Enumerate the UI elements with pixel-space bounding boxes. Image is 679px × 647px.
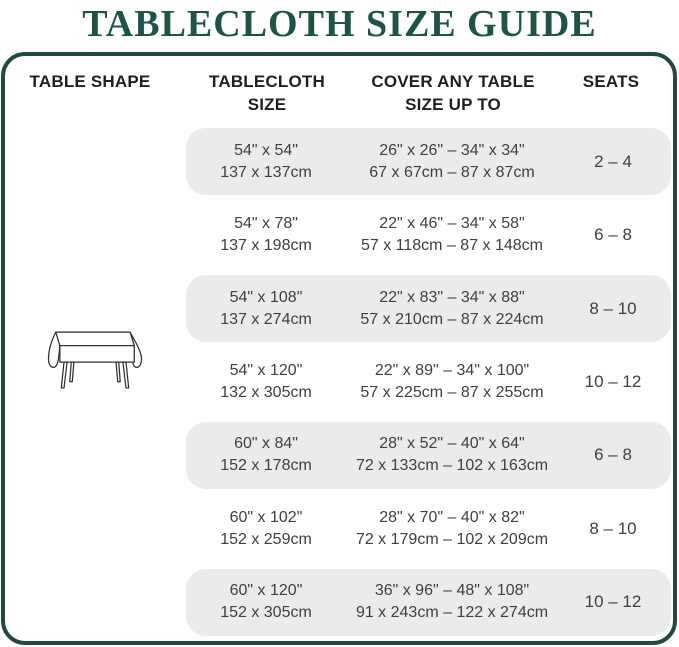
column-header-cover-any-table: COVER ANY TABLE SIZE UP TO [371, 72, 535, 114]
tablecloth-size-cm: 132 x 305cm [220, 383, 312, 401]
tablecloth-size-cm: 152 x 259cm [220, 530, 312, 548]
table-row [5, 272, 673, 345]
cover-range-cm: 72 x 179cm – 102 x 209cm [355, 530, 549, 548]
table-row [5, 345, 673, 418]
cover-range-cell [346, 140, 558, 184]
tablecloth-size-inches: 60" x 120" [229, 582, 303, 600]
cover-range-cell [346, 360, 558, 404]
tablecloth-size-cell [186, 433, 346, 477]
tablecloth-size-cell [186, 360, 346, 404]
tablecloth-size-cm: 137 x 198cm [220, 237, 312, 255]
seats-range: 8 – 10 [589, 298, 637, 318]
tablecloth-size-inches: 60" x 102" [229, 508, 303, 526]
tablecloth-size-inches: 54" x 120" [229, 361, 303, 379]
seats-range: 10 – 12 [584, 371, 642, 391]
seats-range: 10 – 12 [584, 592, 642, 612]
tablecloth-size-inches: 54" x 108" [229, 288, 303, 306]
cover-range-cell [346, 213, 558, 257]
size-guide-table [1, 52, 677, 645]
cover-range-cell [346, 433, 558, 477]
cover-range-cm: 57 x 225cm – 87 x 255cm [360, 383, 544, 401]
tablecloth-size-cm: 152 x 178cm [220, 457, 312, 475]
cover-range-cm: 72 x 133cm – 102 x 163cm [355, 457, 549, 475]
seats-range: 6 – 8 [594, 445, 632, 465]
tablecloth-size-cell [186, 213, 346, 257]
cover-range-inches: 28" x 70" – 40" x 82" [379, 508, 525, 526]
cover-range-inches: 26" x 26" – 34" x 34" [379, 141, 525, 159]
table-rows [5, 125, 673, 639]
table-row [5, 492, 673, 565]
seats-range: 2 – 4 [594, 151, 632, 171]
cover-range-cm: 67 x 67cm – 87 x 87cm [369, 163, 535, 181]
tablecloth-size-cm: 137 x 137cm [220, 163, 312, 181]
tablecloth-size-inches: 54" x 78" [234, 215, 298, 233]
cover-range-inches: 22" x 83" – 34" x 88" [379, 288, 525, 306]
tablecloth-size-cm: 137 x 274cm [220, 310, 312, 328]
page-title: TABLECLOTH SIZE GUIDE [82, 3, 597, 45]
table-row [5, 566, 673, 639]
tablecloth-size-cm: 152 x 305cm [220, 604, 312, 622]
cover-range-inches: 22" x 46" – 34" x 58" [379, 215, 525, 233]
cover-range-cell [346, 580, 558, 624]
tablecloth-size-inches: 60" x 84" [234, 435, 298, 453]
cover-range-cm: 57 x 210cm – 87 x 224cm [360, 310, 544, 328]
tablecloth-size-inches: 54" x 54" [234, 141, 298, 159]
cover-range-inches: 22" x 89" – 34" x 100" [374, 361, 530, 379]
tablecloth-size-cell [186, 140, 346, 184]
tablecloth-size-cell [186, 580, 346, 624]
column-header-seats: SEATS [582, 72, 640, 91]
cover-range-inches: 36" x 96" – 48" x 108" [374, 582, 530, 600]
cover-range-cm: 57 x 118cm – 87 x 148cm [360, 237, 544, 255]
column-header-table-shape: TABLE SHAPE [29, 72, 151, 91]
cover-range-cell [346, 287, 558, 331]
tablecloth-size-cell [186, 507, 346, 551]
seats-range: 6 – 8 [594, 225, 632, 245]
table-row [5, 125, 673, 198]
tablecloth-size-cell [186, 287, 346, 331]
table-row [5, 419, 673, 492]
table-row [5, 198, 673, 271]
cover-range-inches: 28" x 52" – 40" x 64" [379, 435, 525, 453]
cover-range-cell [346, 507, 558, 551]
seats-range: 8 – 10 [589, 518, 637, 538]
column-header-tablecloth-size: TABLECLOTH SIZE [209, 72, 325, 114]
cover-range-cm: 91 x 243cm – 122 x 274cm [355, 604, 549, 622]
